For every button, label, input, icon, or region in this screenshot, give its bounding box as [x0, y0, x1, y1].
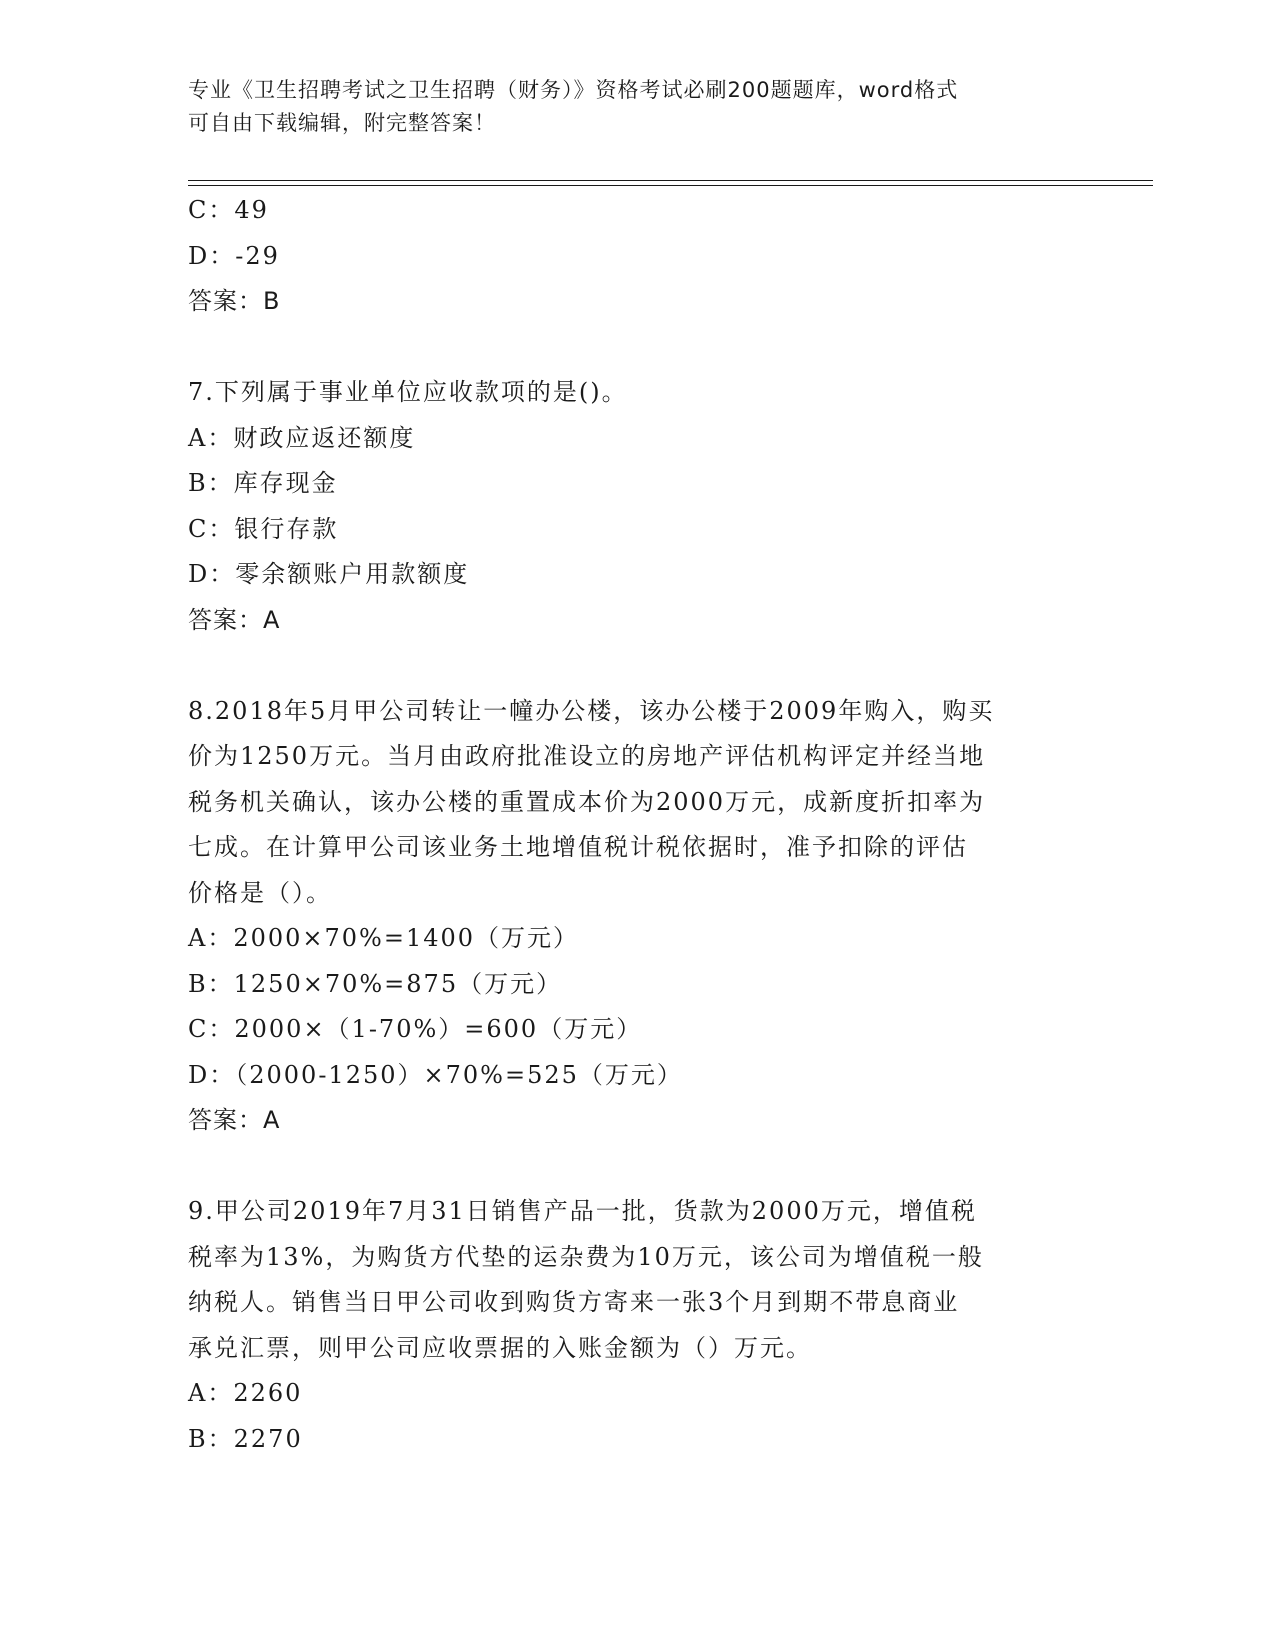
q8-question-line: 价格是（）。 [188, 878, 332, 907]
q8-option-c: C：2000×（1-70%）=600（万元） [188, 1015, 643, 1043]
q8-question-line: 税务机关确认，该办公楼的重置成本价为2000万元，成新度折扣率为 [188, 787, 986, 816]
question-7 [188, 370, 1088, 643]
q7-option-a: A：财政应返还额度 [188, 423, 416, 452]
spacer [188, 325, 1088, 371]
question-9 [188, 1189, 1088, 1462]
q7-question: 7.下列属于事业单位应收款项的是()。 [188, 378, 628, 406]
q9-option-b: B：2270 [188, 1424, 303, 1453]
question-6-tail [188, 188, 1088, 325]
q9-question-line: 税率为13%，为购货方代垫的运杂费为10万元，该公司为增值税一般 [188, 1242, 984, 1271]
q9-option-a: A：2260 [188, 1379, 303, 1407]
q6-option-d: D：-29 [188, 241, 280, 270]
header-divider-top [188, 180, 1153, 181]
q9-question-line: 承兑汇票，则甲公司应收票据的入账金额为（）万元。 [188, 1333, 812, 1362]
q8-question-line: 七成。在计算甲公司该业务土地增值税计税依据时，准予扣除的评估 [188, 833, 968, 861]
q8-question-line: 8.2018年5月甲公司转让一幢办公楼，该办公楼于2009年购入，购买 [188, 696, 995, 725]
document-header [188, 74, 1068, 140]
q6-option-c: C：49 [188, 196, 269, 224]
q6-answer: 答案：B [188, 287, 281, 315]
q8-answer: 答案：A [188, 1106, 281, 1134]
header-title-line-1: 专业《卫生招聘考试之卫生招聘（财务）》资格考试必刷200题题库，word格式 [188, 78, 959, 102]
q8-option-b: B：1250×70%=875（万元） [188, 969, 563, 998]
q7-answer: 答案：A [188, 605, 281, 634]
question-8 [188, 689, 1088, 1144]
q7-option-c: C：银行存款 [188, 514, 339, 543]
spacer [188, 1144, 1088, 1190]
q8-question-line: 价为1250万元。当月由政府批准设立的房地产评估机构评定并经当地 [188, 742, 986, 770]
q8-option-a: A：2000×70%=1400（万元） [188, 924, 580, 952]
header-divider-bottom [188, 185, 1153, 186]
q7-option-d: D：零余额账户用款额度 [188, 560, 470, 588]
q9-question-line: 9.甲公司2019年7月31日销售产品一批，货款为2000万元，增值税 [188, 1197, 977, 1225]
header-title-line-2: 可自由下载编辑，附完整答案！ [188, 111, 496, 135]
q7-option-b: B：库存现金 [188, 469, 338, 497]
q8-option-d: D：（2000-1250）×70%=525（万元） [188, 1060, 683, 1089]
spacer [188, 643, 1088, 689]
document-body [188, 188, 1088, 1462]
q9-question-line: 纳税人。销售当日甲公司收到购货方寄来一张3个月到期不带息商业 [188, 1288, 960, 1316]
